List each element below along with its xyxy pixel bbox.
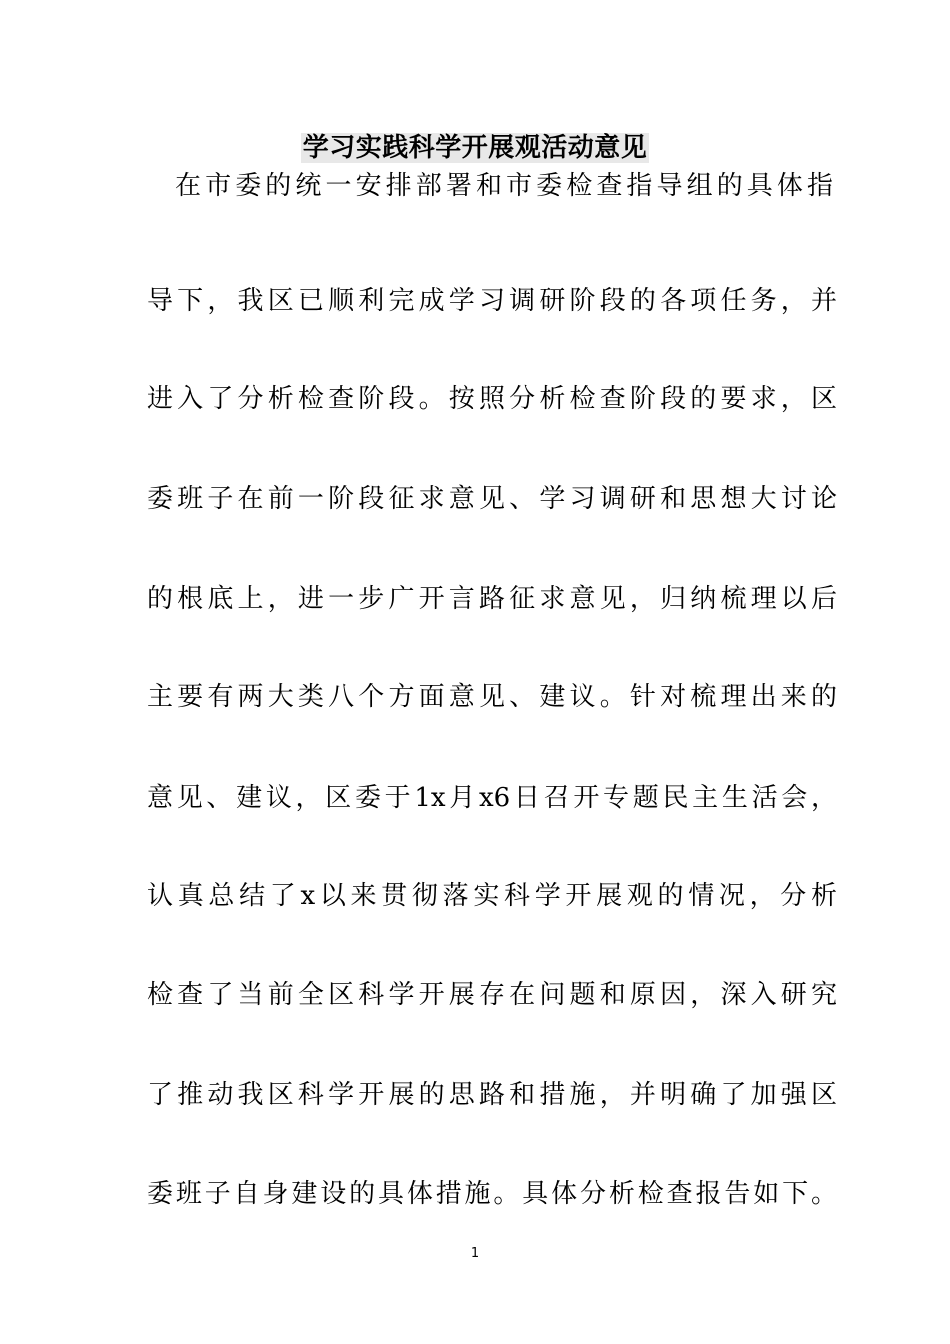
- body-line-7: 意见、建议，区委于1x月x6日召开专题民主生活会，: [147, 783, 837, 813]
- body-line-1: 在市委的统一安排部署和市委检查指导组的具体指: [175, 171, 833, 201]
- document-title: [0, 128, 950, 168]
- body-line-8: 认真总结了x以来贯彻落实科学开展观的情况，分析: [147, 881, 837, 911]
- body-line-2: 导下，我区已顺利完成学习调研阶段的各项任务，并: [147, 286, 837, 316]
- body-line-6: 主要有两大类八个方面意见、建议。针对梳理出来的: [147, 682, 837, 712]
- body-line-4: 委班子在前一阶段征求意见、学习调研和思想大讨论: [147, 484, 837, 514]
- body-line-10: 了推动我区科学开展的思路和措施，并明确了加强区: [147, 1080, 837, 1110]
- page-number: 1: [470, 1246, 480, 1261]
- body-line-5: 的根底上，进一步广开言路征求意见，归纳梳理以后: [147, 584, 837, 614]
- body-line-11: 委班子自身建设的具体措施。具体分析检查报告如下。: [147, 1179, 837, 1209]
- body-line-9: 检查了当前全区科学开展存在问题和原因，深入研究: [147, 980, 837, 1010]
- body-line-3: 进入了分析检查阶段。按照分析检查阶段的要求，区: [147, 384, 837, 414]
- document-title-text: 学习实践科学开展观活动意见: [302, 133, 648, 163]
